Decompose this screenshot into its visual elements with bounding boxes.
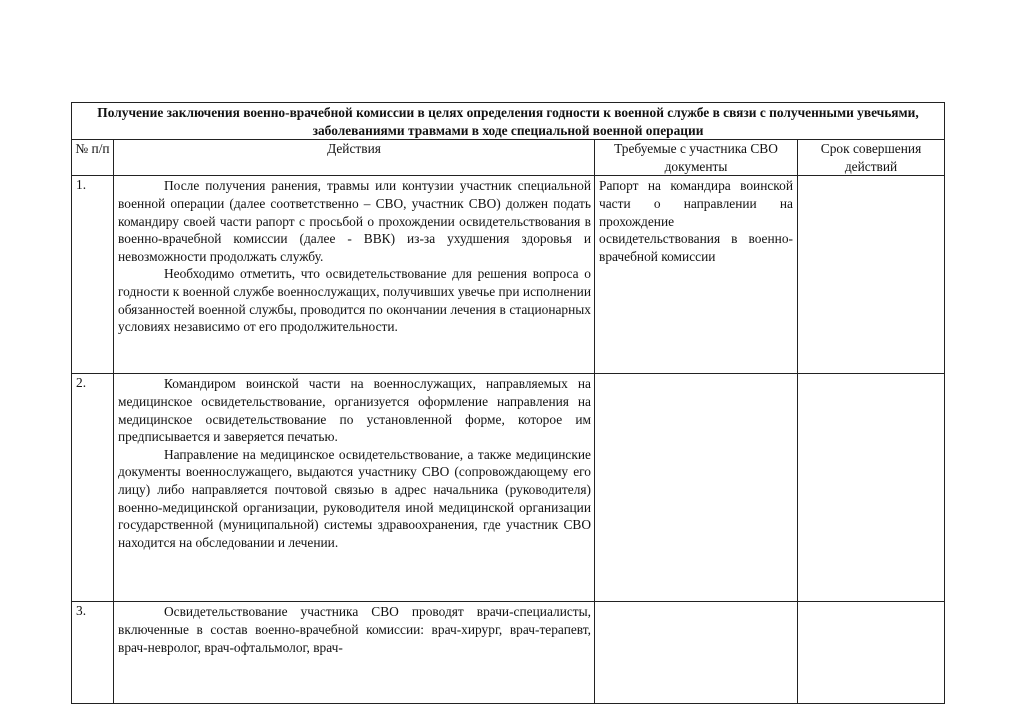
- row-term: [798, 374, 945, 602]
- row-number: 1.: [72, 176, 114, 374]
- row-docs: [595, 374, 798, 602]
- table-header-row: [72, 140, 945, 176]
- table-row: [72, 374, 945, 602]
- table-title: Получение заключения военно-врачебной комиссии в целях определения годности к военной службе в связи с полученными увечьями, заболеваниями травмами в ходе специальной военной операции: [72, 103, 945, 140]
- row-docs: Рапорт на командира воинской части о направлении на прохождение освидетельствования в военно-врачебной комиссии: [595, 176, 798, 374]
- action-paragraph: Необходимо отметить, что освидетельствование для решения вопроса о годности к военной службе военнослужащих, получивших увечье при исполнении обязанностей военной службы, проводится по окончании лечения в стационарных условиях независимо от его продолжительности.: [118, 266, 591, 335]
- row-actions: [114, 176, 595, 374]
- row-number: 3.: [72, 602, 114, 704]
- row-term: [798, 602, 945, 704]
- action-paragraph: Освидетельствование участника СВО проводят врачи-специалисты, включенные в состав военно-врачебной комиссии: врач-хирург, врач-терапевт, врач-невролог, врач-офтальмолог, врач-: [118, 604, 591, 655]
- header-actions: Действия: [114, 140, 595, 176]
- procedure-table: [71, 102, 945, 704]
- action-paragraph: Направление на медицинское освидетельствование, а также медицинские документы военнослужащего, выдаются участнику СВО (сопровождающему его лицу) либо направляется почтовой связью в адрес начальника (руководителя) военно-медицинской организации, руководителя иной медицинской организации государственной (муниципальной) системы здравоохранения, где участник СВО находится на обследовании и лечении.: [118, 446, 591, 550]
- row-term: [798, 176, 945, 374]
- table-title-row: [72, 103, 945, 140]
- table-row: [72, 602, 945, 704]
- row-number: 2.: [72, 374, 114, 602]
- row-actions: [114, 374, 595, 602]
- action-paragraph: После получения ранения, травмы или контузии участник специальной военной операции (далее соответственно – СВО, участник СВО) должен подать командиру своей части рапорт с просьбой о прохождении освидетельствования в военно-врачебной комиссии (далее - ВВК) из-за ухудшения здоровья и невозможности продолжать службу.: [118, 178, 591, 264]
- row-docs: [595, 602, 798, 704]
- row-actions: [114, 602, 595, 704]
- header-term: Срок совершения действий: [798, 140, 945, 176]
- table-row: [72, 176, 945, 374]
- header-num: № п/п: [72, 140, 114, 176]
- header-docs: Требуемые с участника СВО документы: [595, 140, 798, 176]
- action-clip: [118, 603, 591, 655]
- action-paragraph: Командиром воинской части на военнослужащих, направляемых на медицинское освидетельствование, организуется оформление направления на медицинское освидетельствование по установленной форме, которое им предписывается и заверяется печатью.: [118, 376, 591, 445]
